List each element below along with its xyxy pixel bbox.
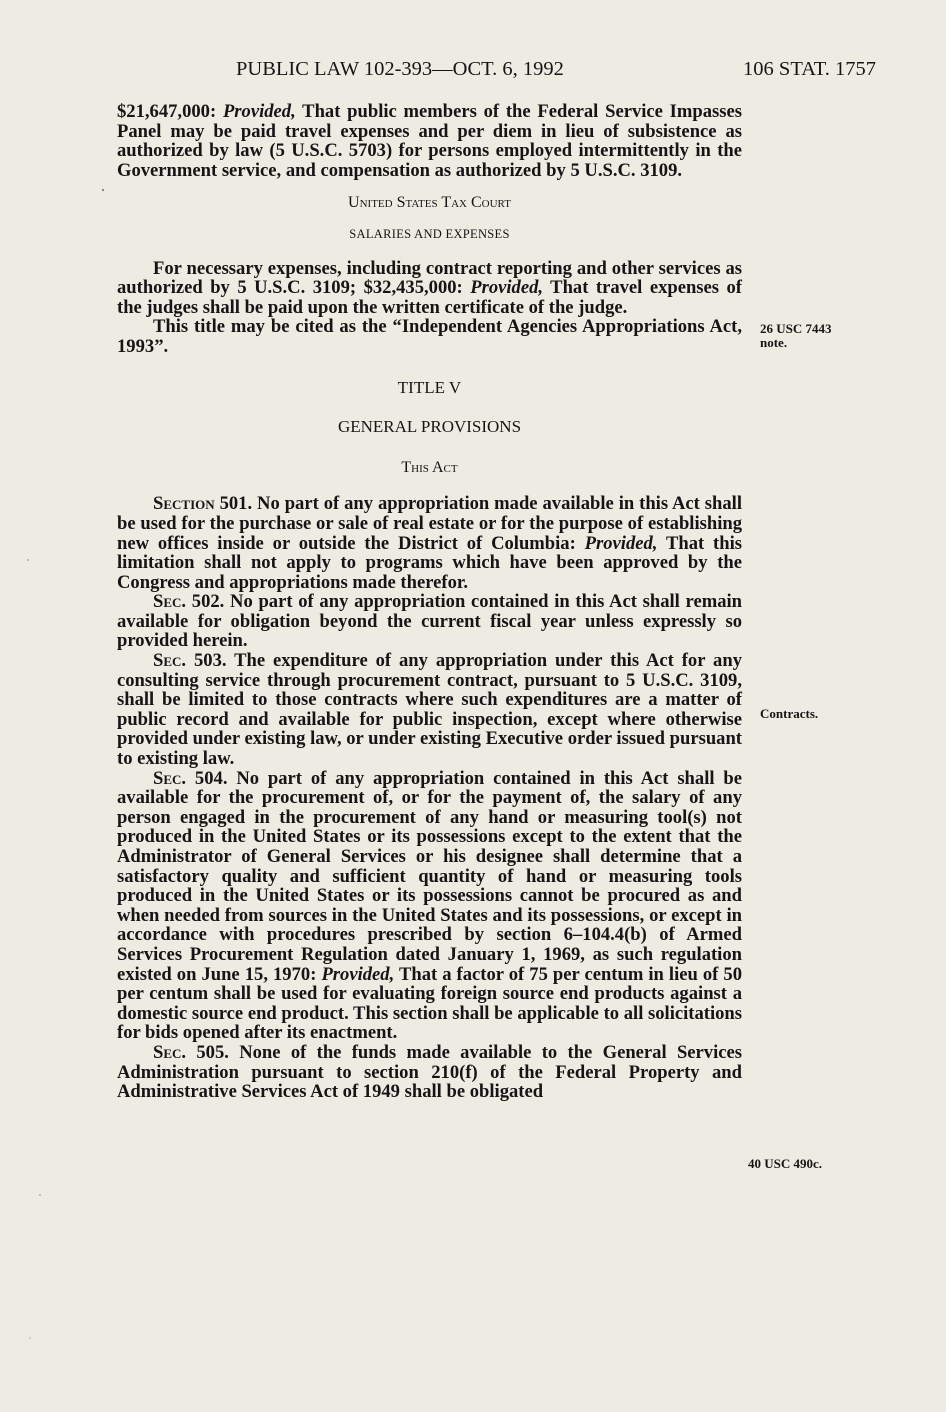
section-504: Sec. 504. No part of any appropriation contained in this Act shall be available for the procurement of, or for the payment of, the salary of any person engaged in the procurement of any hand or measuring tool(s) not produced in the United States or its possessions except to the extent that the Administrator of General Services or his designee shall determine that a satisfactory quality and sufficient quantity of hand or measuring tools produced in the United States or its possessions cannot be procured as and when needed from sources in the United States and its possessions, or except in accordance with procedures prescribed by section 6–104.4(b) of Armed Services Procurement Regulation dated January 1, 1969, as such regulation existed on June 15, 1970: Provided, That a factor of 75 per centum in lieu of 50 per centum shall be used for evaluating foreign source end products against a domestic source end product. This section shall be applicable to all solicitations for bids opened after its enactment. — [117, 767, 743, 1044]
margin-note-40-usc-490c: 40 USC 490c. — [748, 1156, 823, 1171]
paragraph-impasses-panel: $21,647,000: Provided, That public members of the Federal Service Impasses Panel may be paid travel expenses and per diem in lieu of subsistence as authorized by law (5 U.S.C. 5703) for persons employed intermittently in the Government service, and compensation as authorized by 5 U.S.C. 3109. — [117, 101, 743, 181]
heading-general-provisions: GENERAL PROVISIONS — [337, 417, 522, 437]
stat-page-number: 106 STAT. 1757 — [743, 58, 876, 80]
section-503: Sec. 503. The expenditure of any appropriation under this Act for any consulting service through procurement contract, pursuant to 5 U.S.C. 3109, shall be limited to those contracts where such expenditures are a matter of public record and available for public inspection, except where otherwise provided under existing law, or under existing Executive order issued pursuant to existing law. — [117, 650, 742, 770]
paragraph-short-title: This title may be cited as the “Independent Agencies Appropriations Act, 1993”. — [117, 316, 742, 357]
heading-this-act: This Act — [401, 458, 458, 476]
paragraph-tax-court-expenses: For necessary expenses, including contract reporting and other services as authorized by 5 U.S.C. 3109; $32,435,000: Provided, That travel expenses of the judges shall be paid upon the written certificate of the judge. — [117, 257, 742, 318]
margin-note-contracts: Contracts. — [760, 706, 819, 721]
heading-united-states-tax-court: United States Tax Court — [348, 194, 511, 212]
section-505: Sec. 505. None of the funds made available to the General Services Administration pursuant to section 210(f) of the Federal Property and Administrative Services Act of 1949 shall be obligated — [117, 1041, 742, 1103]
section-501: Section 501. No part of any appropriation made available in this Act shall be used for the purchase or sale of real estate or for the purpose of establishing new offices inside or outside the District of Columbia: Provided, That this limitation shall not apply to programs which have been approved by the Congress and appropriations made therefor. — [117, 493, 742, 593]
heading-salaries-and-expenses: SALARIES AND EXPENSES — [349, 226, 510, 241]
heading-title-v: TITLE V — [397, 377, 462, 397]
section-502: Sec. 502. No part of any appropriation contained in this Act shall remain available for obligation beyond the current fiscal year unless expressly so provided herein. — [117, 591, 742, 652]
margin-note-26-usc-7443: 26 USC 7443 note. — [760, 321, 832, 350]
public-law-citation: PUBLIC LAW 102-393—OCT. 6, 1992 — [236, 58, 564, 80]
